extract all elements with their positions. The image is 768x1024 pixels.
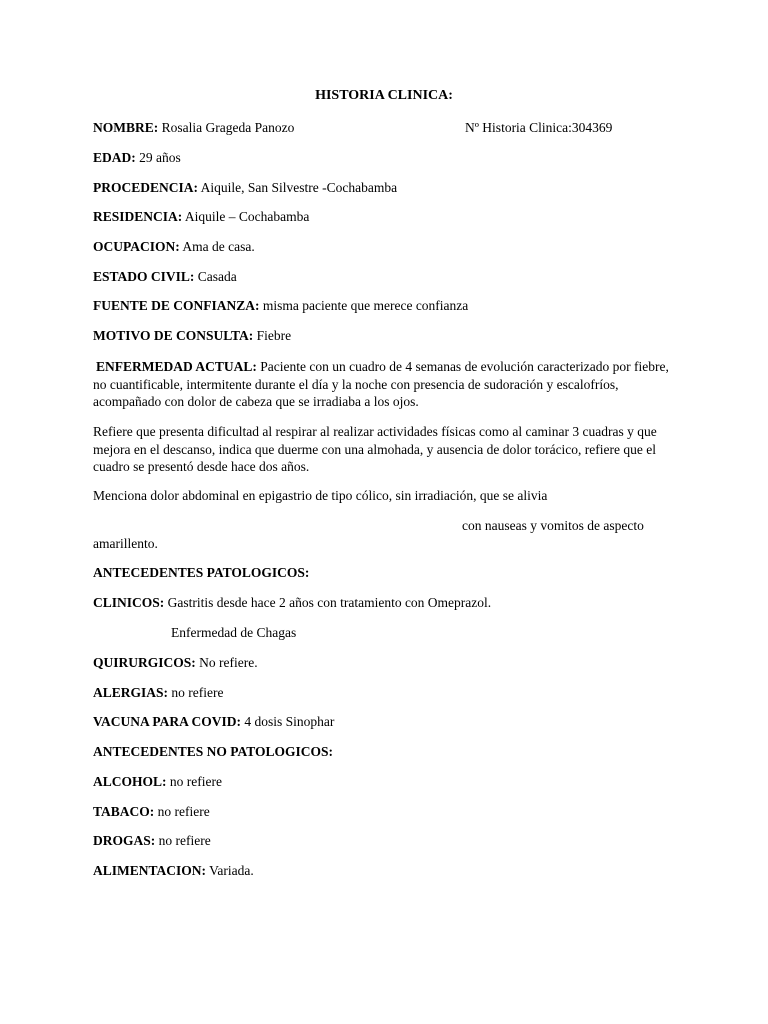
residencia-label: RESIDENCIA: — [93, 209, 183, 224]
procedencia-value: Aiquile, San Silvestre -Cochabamba — [198, 180, 398, 195]
clinicos-value: Gastritis desde hace 2 años con tratamiento con Omeprazol. — [164, 595, 492, 610]
drogas-line — [93, 833, 683, 849]
vacuna-value: 4 dosis Sinophar — [241, 714, 335, 729]
alcohol-label: ALCOHOL: — [93, 774, 167, 789]
clinicos-line — [93, 595, 683, 611]
fuente-label: FUENTE DE CONFIANZA: — [93, 298, 260, 313]
motivo-value: Fiebre — [253, 328, 292, 343]
alergias-label: ALERGIAS: — [93, 685, 169, 700]
antecedentes-patologicos-heading: ANTECEDENTES PATOLOGICOS: — [93, 565, 310, 580]
quirurgicos-value: No refiere. — [195, 655, 258, 670]
menciona-line: Menciona dolor abdominal en epigastrio de tipo cólico, sin irradiación, que se alivia — [93, 488, 548, 503]
alimentacion-line — [93, 863, 683, 879]
edad-line — [93, 150, 683, 166]
enfermedad-text: Paciente con un cuadro de 4 semanas de evolución caracterizado por fiebre, no cuantificable, intermitente durante el día y la noche con presencia de sudoración y escalofríos, acompañado con dolor de cabeza que se irradiaba a los ojos. — [93, 359, 669, 409]
ocupacion-value: Ama de casa. — [179, 239, 255, 254]
historia-label: Nº Historia Clinica: — [465, 120, 572, 135]
estado-civil-label: ESTADO CIVIL: — [93, 269, 195, 284]
alergias-line — [93, 685, 683, 701]
residencia-line — [93, 209, 683, 225]
historia-value: 304369 — [571, 120, 613, 135]
estado-civil-line — [93, 269, 683, 285]
quirurgicos-line — [93, 655, 683, 671]
alimentacion-label: ALIMENTACION: — [93, 863, 207, 878]
ocupacion-label: OCUPACION: — [93, 239, 180, 254]
estado-civil-value: Casada — [194, 269, 237, 284]
vacuna-label: VACUNA PARA COVID: — [93, 714, 242, 729]
tabaco-line — [93, 804, 683, 820]
antecedentes-no-patologicos-heading: ANTECEDENTES NO PATOLOGICOS: — [93, 744, 334, 759]
tabaco-label: TABACO: — [93, 804, 155, 819]
nombre-value: Rosalia Grageda Panozo — [158, 120, 295, 135]
alcohol-value: no refiere — [166, 774, 222, 789]
motivo-label: MOTIVO DE CONSULTA: — [93, 328, 254, 343]
refiere-paragraph: Refiere que presenta dificultad al respirar al realizar actividades físicas como al caminar 3 cuadras y que mejora en el descanso, indica que duerme con una almohada, y ausencia de dolor torácico, refiere que el cuadro se presentó desde hace dos años. — [93, 424, 657, 474]
chagas-line: Enfermedad de Chagas — [171, 625, 297, 640]
drogas-value: no refiere — [155, 833, 211, 848]
edad-value: 29 años — [135, 150, 181, 165]
fuente-line — [93, 298, 683, 314]
clinicos-label: CLINICOS: — [93, 595, 165, 610]
residencia-value: Aiquile – Cochabamba — [182, 209, 310, 224]
document-title: HISTORIA CLINICA: — [315, 88, 453, 103]
ocupacion-line — [93, 239, 683, 255]
alcohol-line — [93, 774, 683, 790]
motivo-line — [93, 328, 683, 344]
historia-line — [465, 120, 612, 136]
procedencia-line — [93, 180, 683, 196]
vacuna-line — [93, 714, 683, 730]
nombre-label: NOMBRE: — [93, 120, 159, 135]
tabaco-value: no refiere — [154, 804, 210, 819]
edad-label: EDAD: — [93, 150, 136, 165]
fuente-value: misma paciente que merece confianza — [259, 298, 469, 313]
alimentacion-value: Variada. — [206, 863, 254, 878]
amarillento-line: amarillento. — [93, 536, 158, 551]
enfermedad-label: ENFERMEDAD ACTUAL: — [96, 359, 257, 374]
alergias-value: no refiere — [168, 685, 224, 700]
procedencia-label: PROCEDENCIA: — [93, 180, 199, 195]
nauseas-line: con nauseas y vomitos de aspecto — [462, 518, 644, 533]
quirurgicos-label: QUIRURGICOS: — [93, 655, 196, 670]
enfermedad-paragraph — [93, 358, 678, 411]
drogas-label: DROGAS: — [93, 833, 156, 848]
